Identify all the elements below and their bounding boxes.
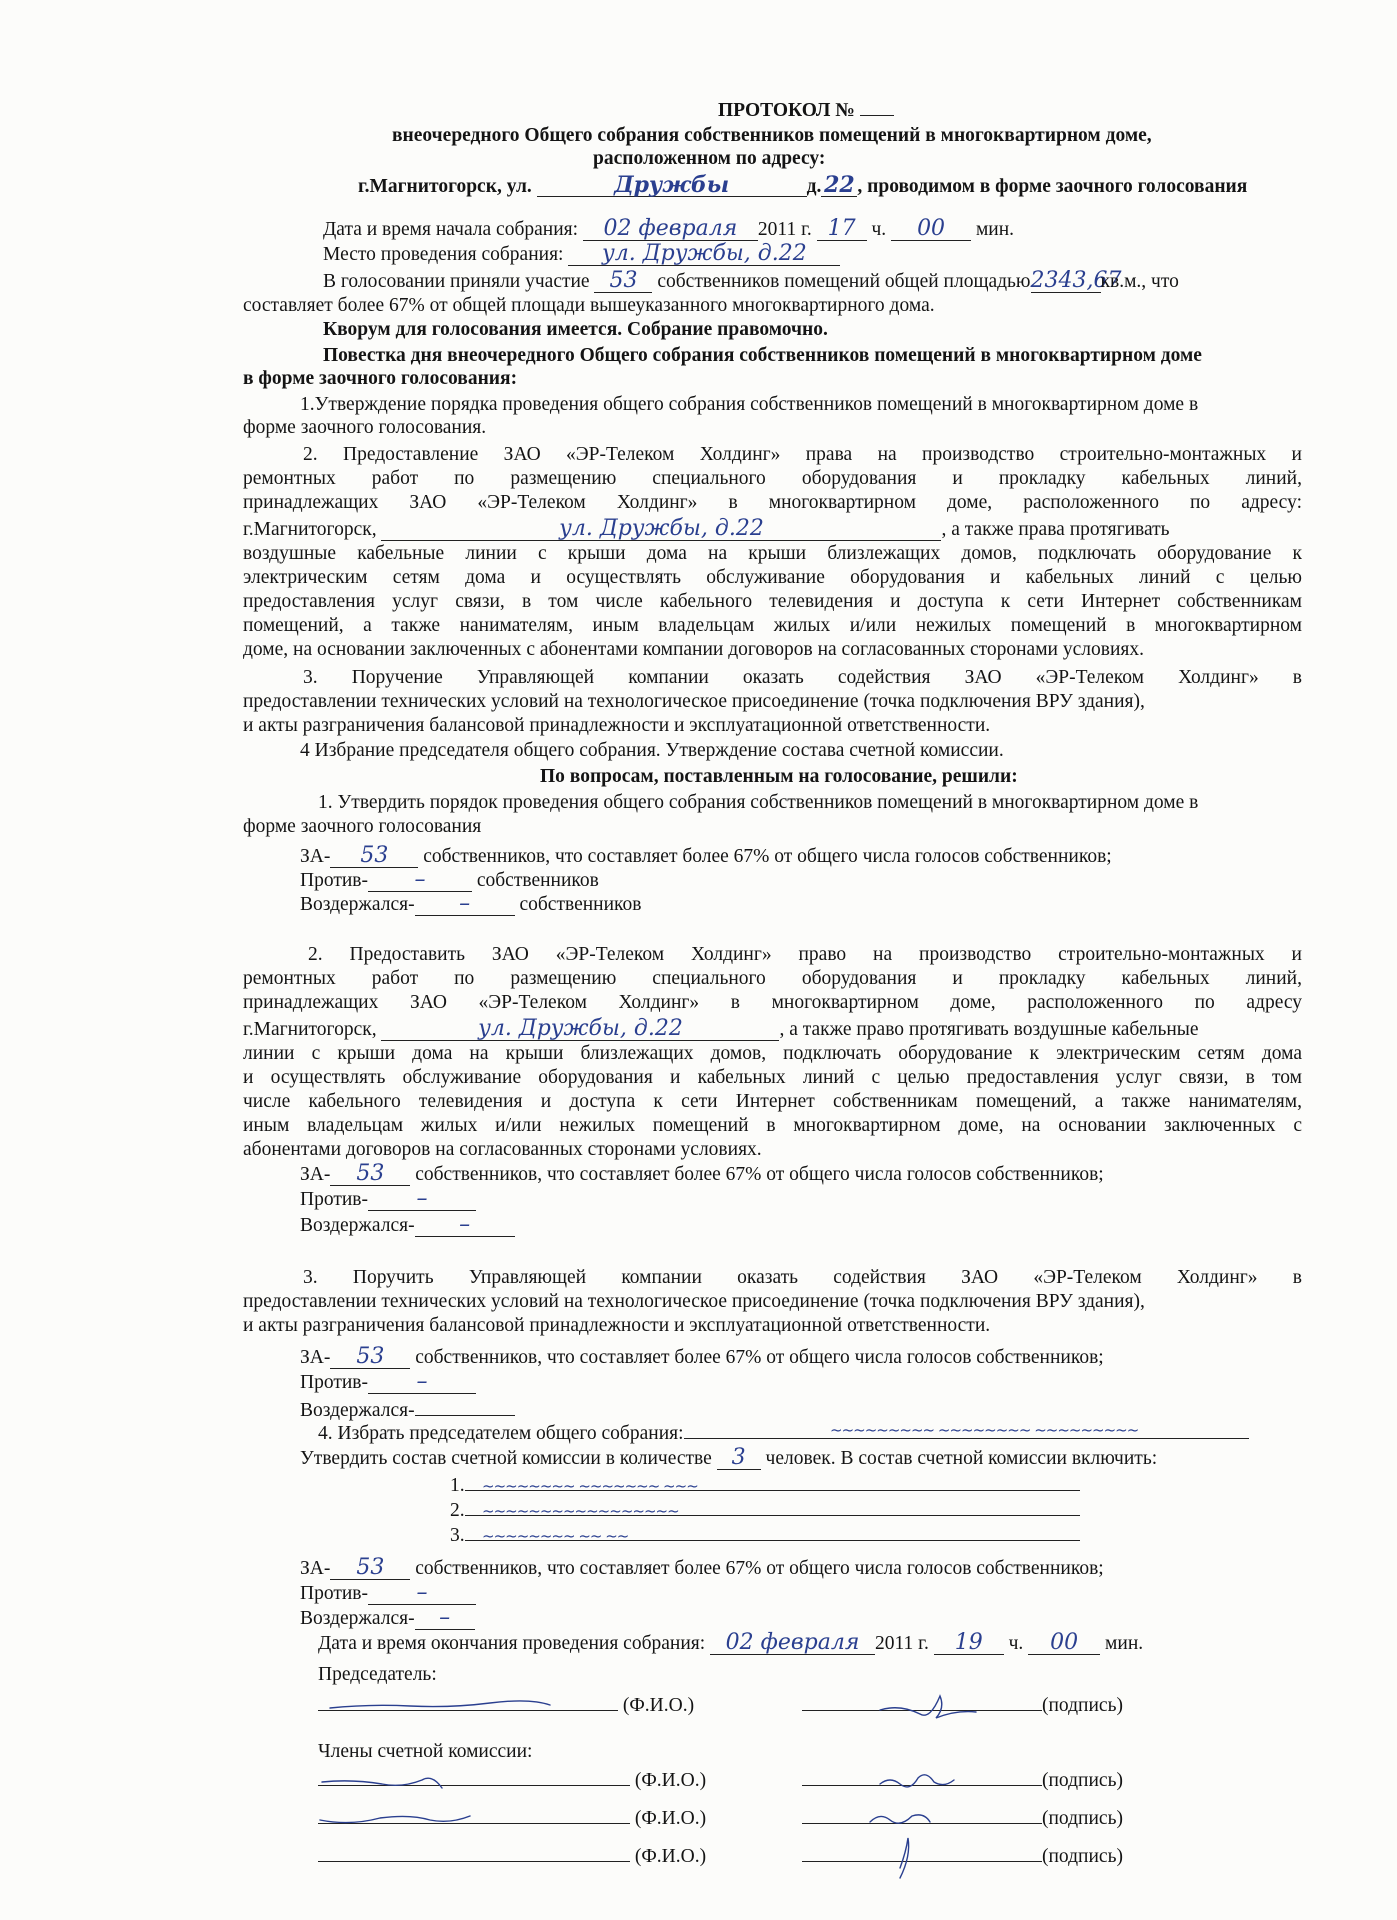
decision-2-line-2: ремонтных работ по размещению специального оборудования и прокладку кабельных линий, (243, 968, 1302, 989)
agenda-heading-2: в форме заочного голосования: (243, 368, 518, 389)
decision-3-votes-against: Против- – (300, 1371, 476, 1395)
decision-3-line-1: 3. Поручить Управляющей компании оказать содействия ЗАО «ЭР-Телеком Холдинг» в (303, 1267, 1302, 1288)
agenda-item-2-line-2: ремонтных работ по размещению специального оборудования и прокладку кабельных линий, (243, 468, 1302, 489)
decision-4-votes-against: Против- – (300, 1582, 476, 1606)
end-date-handwritten: 02 февраля (710, 1632, 875, 1655)
decision-4-votes-abstain: Воздержался- – (300, 1607, 475, 1631)
participation-line-2: составляет более 67% от общей площади вышеуказанного многоквартирного дома. (243, 295, 935, 316)
member-1-signature (880, 1775, 954, 1787)
decision-2-line-4: г.Магнитогорск, ул. Дружбы, д.22 , а также право протягивать воздушные кабельные (243, 1016, 1199, 1041)
commission-member-2: 2. (450, 1497, 1080, 1523)
votes-abstain-1: – (415, 893, 515, 916)
decision-1-votes-abstain: Воздержался- – собственников (300, 891, 642, 916)
participants-handwritten: 53 (594, 270, 652, 293)
votes-against-1: – (368, 869, 472, 892)
agenda-item-2-line-7: предоставления услуг связи, в том числе кабельного телевидения и доступа к сети Интернет собственникам (243, 591, 1302, 612)
agenda-item-2-line-8: помещений, а также нанимателям, иным владельцам жилых и/или нежилых помещений в многоквартирном (243, 615, 1302, 636)
decision-2-line-1: 2. Предоставить ЗАО «ЭР-Телеком Холдинг» право на производство строительно-монтажных и (308, 944, 1302, 965)
agenda-item-2-line-1: 2. Предоставление ЗАО «ЭР-Телеком Холдинг» права на производство строительно-монтажных и (303, 444, 1302, 465)
doc-address-line: г.Магнитогорск, ул. Дружбы д. 22 , проводимом в форме заочного голосования (358, 172, 1248, 198)
decision-1-votes-against: Против- – собственников (300, 867, 599, 892)
decision-2-votes-abstain: Воздержался- – (300, 1214, 515, 1238)
decision-3-line-3: и акты разграничения балансовой принадлежности и эксплуатационной ответственности. (243, 1315, 991, 1336)
start-date-handwritten: 02 февраля (583, 218, 758, 241)
doc-title: ПРОТОКОЛ № (718, 97, 894, 123)
votes-for-count-3: 53 (330, 1346, 410, 1369)
decision-1-line-2: форме заочного голосования (243, 816, 482, 837)
agenda-item-3-line-1: 3. Поручение Управляющей компании оказать содействия ЗАО «ЭР-Телеком Холдинг» в (303, 667, 1302, 688)
commission-member-3: 3. (450, 1522, 1080, 1548)
agenda-item-3-line-2: предоставлении технических условий на технологическое присоединение (точка подключения ВРУ здания), (243, 691, 1145, 712)
house-handwritten: 22 (821, 174, 857, 197)
member-2-signature (870, 1815, 930, 1823)
agenda-item-4: 4 Избрание председателя общего собрания. Утверждение состава счетной комиссии. (300, 740, 1004, 761)
votes-for-count-4: 53 (330, 1557, 410, 1580)
chairman-fio-scribble (330, 1701, 550, 1708)
decision-2-line-5: линии с крыши дома на крыши близлежащих домов, подключать оборудование к электрическим сетям дома (243, 1043, 1302, 1064)
decision-4-line-2: Утвердить состав счетной комиссии в количестве 3 человек. В состав счетной комиссии включить: (300, 1445, 1158, 1470)
member-3-sign-row: (подпись) (802, 1843, 1123, 1869)
commission-members-label: Члены счетной комиссии: (318, 1741, 533, 1762)
member-2-sign-row: (подпись) (802, 1805, 1123, 1831)
member-scribble-1: ~~~~~~~~ ~~~~~~~ ~~~ (482, 1477, 698, 1495)
start-hour-handwritten: 17 (817, 218, 867, 241)
agenda-item-1-line-2: форме заочного голосования. (243, 417, 487, 438)
decision-2-votes-for: ЗА- 53 собственников, что составляет более 67% от общего числа голосов собственников; (300, 1161, 1104, 1186)
decision-2-line-3: принадлежащих ЗАО «ЭР-Телеком Холдинг» в многоквартирном доме, расположенного по адресу (243, 992, 1302, 1013)
end-hour-handwritten: 19 (934, 1632, 1004, 1655)
decision-4-line-1: 4. Избрать председателем общего собрания: (318, 1420, 1249, 1446)
decision-1-votes-for: ЗА- 53 собственников, что составляет более 67% от общего числа голосов собственников; (300, 843, 1112, 868)
agenda-item-3-line-3: и акты разграничения балансовой принадлежности и эксплуатационной ответственности. (243, 715, 991, 736)
member-scribble-3: ~~~~~~~~ ~~ ~~ (482, 1527, 629, 1545)
decision-2-line-7: числе кабельного телевидения и доступа к сети Интернет собственникам помещений, а также нанимателям, (243, 1091, 1302, 1112)
participation-line: В голосовании приняли участие 53 собственников помещений общей площадью2343,67кв.м., что (323, 268, 1179, 293)
decision-4-votes-for: ЗА- 53 собственников, что составляет более 67% от общего числа голосов собственников; (300, 1555, 1104, 1580)
votes-for-count-1: 53 (330, 845, 418, 868)
decision-1-line-1: 1. Утвердить порядок проведения общего собрания собственников помещений в многоквартирном доме в (318, 792, 1199, 813)
member-2-fio-scribble (320, 1816, 470, 1823)
doc-subtitle-1: внеочередного Общего собрания собственников помещений в многоквартирном доме, (392, 125, 1152, 146)
end-datetime-line: Дата и время окончания проведения собрания: 02 февраля 2011 г. 19 ч. 00 мин. (318, 1630, 1144, 1655)
agenda-item-2-line-5: воздушные кабельные линии с крыши дома на крыши близлежащих домов, подключать оборудование к (243, 543, 1302, 564)
agenda-address-handwritten: ул. Дружбы, д.22 (381, 518, 941, 541)
votes-against-3: – (368, 1371, 476, 1394)
decision-address-handwritten: ул. Дружбы, д.22 (381, 1018, 779, 1041)
chairman-label: Председатель: (318, 1664, 437, 1685)
commission-member-1: 1. (450, 1472, 1080, 1498)
chairman-scribble: ~~~~~~~~~ ~~~~~~~~ ~~~~~~~~~ (830, 1421, 1139, 1439)
member-1-fio-row: (Ф.И.О.) (318, 1767, 706, 1793)
member-3-fio-row: (Ф.И.О.) (318, 1843, 706, 1869)
decision-3-line-2: предоставлении технических условий на технологическое присоединение (точка подключения ВРУ здания), (243, 1291, 1145, 1312)
place-line: Место проведения собрания: ул. Дружбы, д.22 (323, 243, 840, 267)
votes-abstain-2: – (415, 1214, 515, 1237)
doc-subtitle-2: расположенном по адресу: (593, 148, 826, 169)
votes-against-4: – (368, 1582, 476, 1605)
start-min-handwritten: 00 (891, 218, 971, 241)
decisions-heading: По вопросам, поставленным на голосование, решили: (540, 766, 1018, 787)
agenda-item-1-line-1: 1.Утверждение порядка проведения общего собрания собственников помещений в многоквартирном доме в (300, 394, 1199, 415)
agenda-item-2-line-3: принадлежащих ЗАО «ЭР-Телеком Холдинг» в многоквартирном доме, расположенного по адресу: (243, 492, 1302, 513)
votes-abstain-4: – (415, 1607, 475, 1630)
decision-2-line-6: и осуществлять обслуживание оборудования и кабельных линий с целью предоставления услуг связи, в том (243, 1067, 1302, 1088)
decision-2-votes-against: Против- – (300, 1188, 476, 1212)
quorum-statement: Кворум для голосования имеется. Собрание правомочно. (323, 319, 828, 340)
decision-3-votes-abstain: Воздержался- (300, 1397, 515, 1423)
street-handwritten: Дружбы (537, 174, 807, 197)
agenda-item-2-line-4: г.Магнитогорск, ул. Дружбы, д.22 , а также права протягивать (243, 516, 1170, 541)
votes-for-count-2: 53 (330, 1163, 410, 1186)
member-3-signature (900, 1838, 909, 1878)
area-handwritten: 2343,67 (1030, 268, 1122, 293)
chairman-sign-row: (подпись) (802, 1692, 1123, 1718)
commission-count-handwritten: 3 (717, 1447, 761, 1470)
start-datetime-line: Дата и время начала собрания: 02 февраля 2011 г. 17 ч. 00 мин. (323, 216, 1015, 241)
member-2-fio-row: (Ф.И.О.) (318, 1805, 706, 1831)
chairman-fio-row: (Ф.И.О.) (318, 1692, 694, 1718)
member-scribble-2: ~~~~~~~~~~~~~~~~~ (482, 1502, 679, 1520)
decision-2-line-8: иным владельцам жилых и/или нежилых помещений в многоквартирном доме, на основании заключенных с (243, 1115, 1302, 1136)
votes-against-2: – (368, 1188, 476, 1211)
member-1-sign-row: (подпись) (802, 1767, 1123, 1793)
agenda-heading-1: Повестка дня внеочередного Общего собрания собственников помещений в многоквартирном доме (323, 345, 1202, 366)
decision-3-votes-for: ЗА- 53 собственников, что составляет более 67% от общего числа голосов собственников; (300, 1344, 1104, 1369)
place-handwritten: ул. Дружбы, д.22 (568, 243, 840, 266)
chairman-signature (880, 1696, 976, 1718)
agenda-item-2-line-9: доме, на основании заключенных с абонентами компании договоров на согласованных сторонами условиях. (243, 639, 1144, 660)
member-1-fio-scribble (322, 1778, 442, 1788)
agenda-item-2-line-6: электрическим сетям дома и осуществлять обслуживание оборудования и кабельных линий с целью (243, 567, 1302, 588)
decision-2-line-9: абонентами договоров на согласованных сторонами условиях. (243, 1139, 762, 1160)
end-min-handwritten: 00 (1028, 1632, 1100, 1655)
